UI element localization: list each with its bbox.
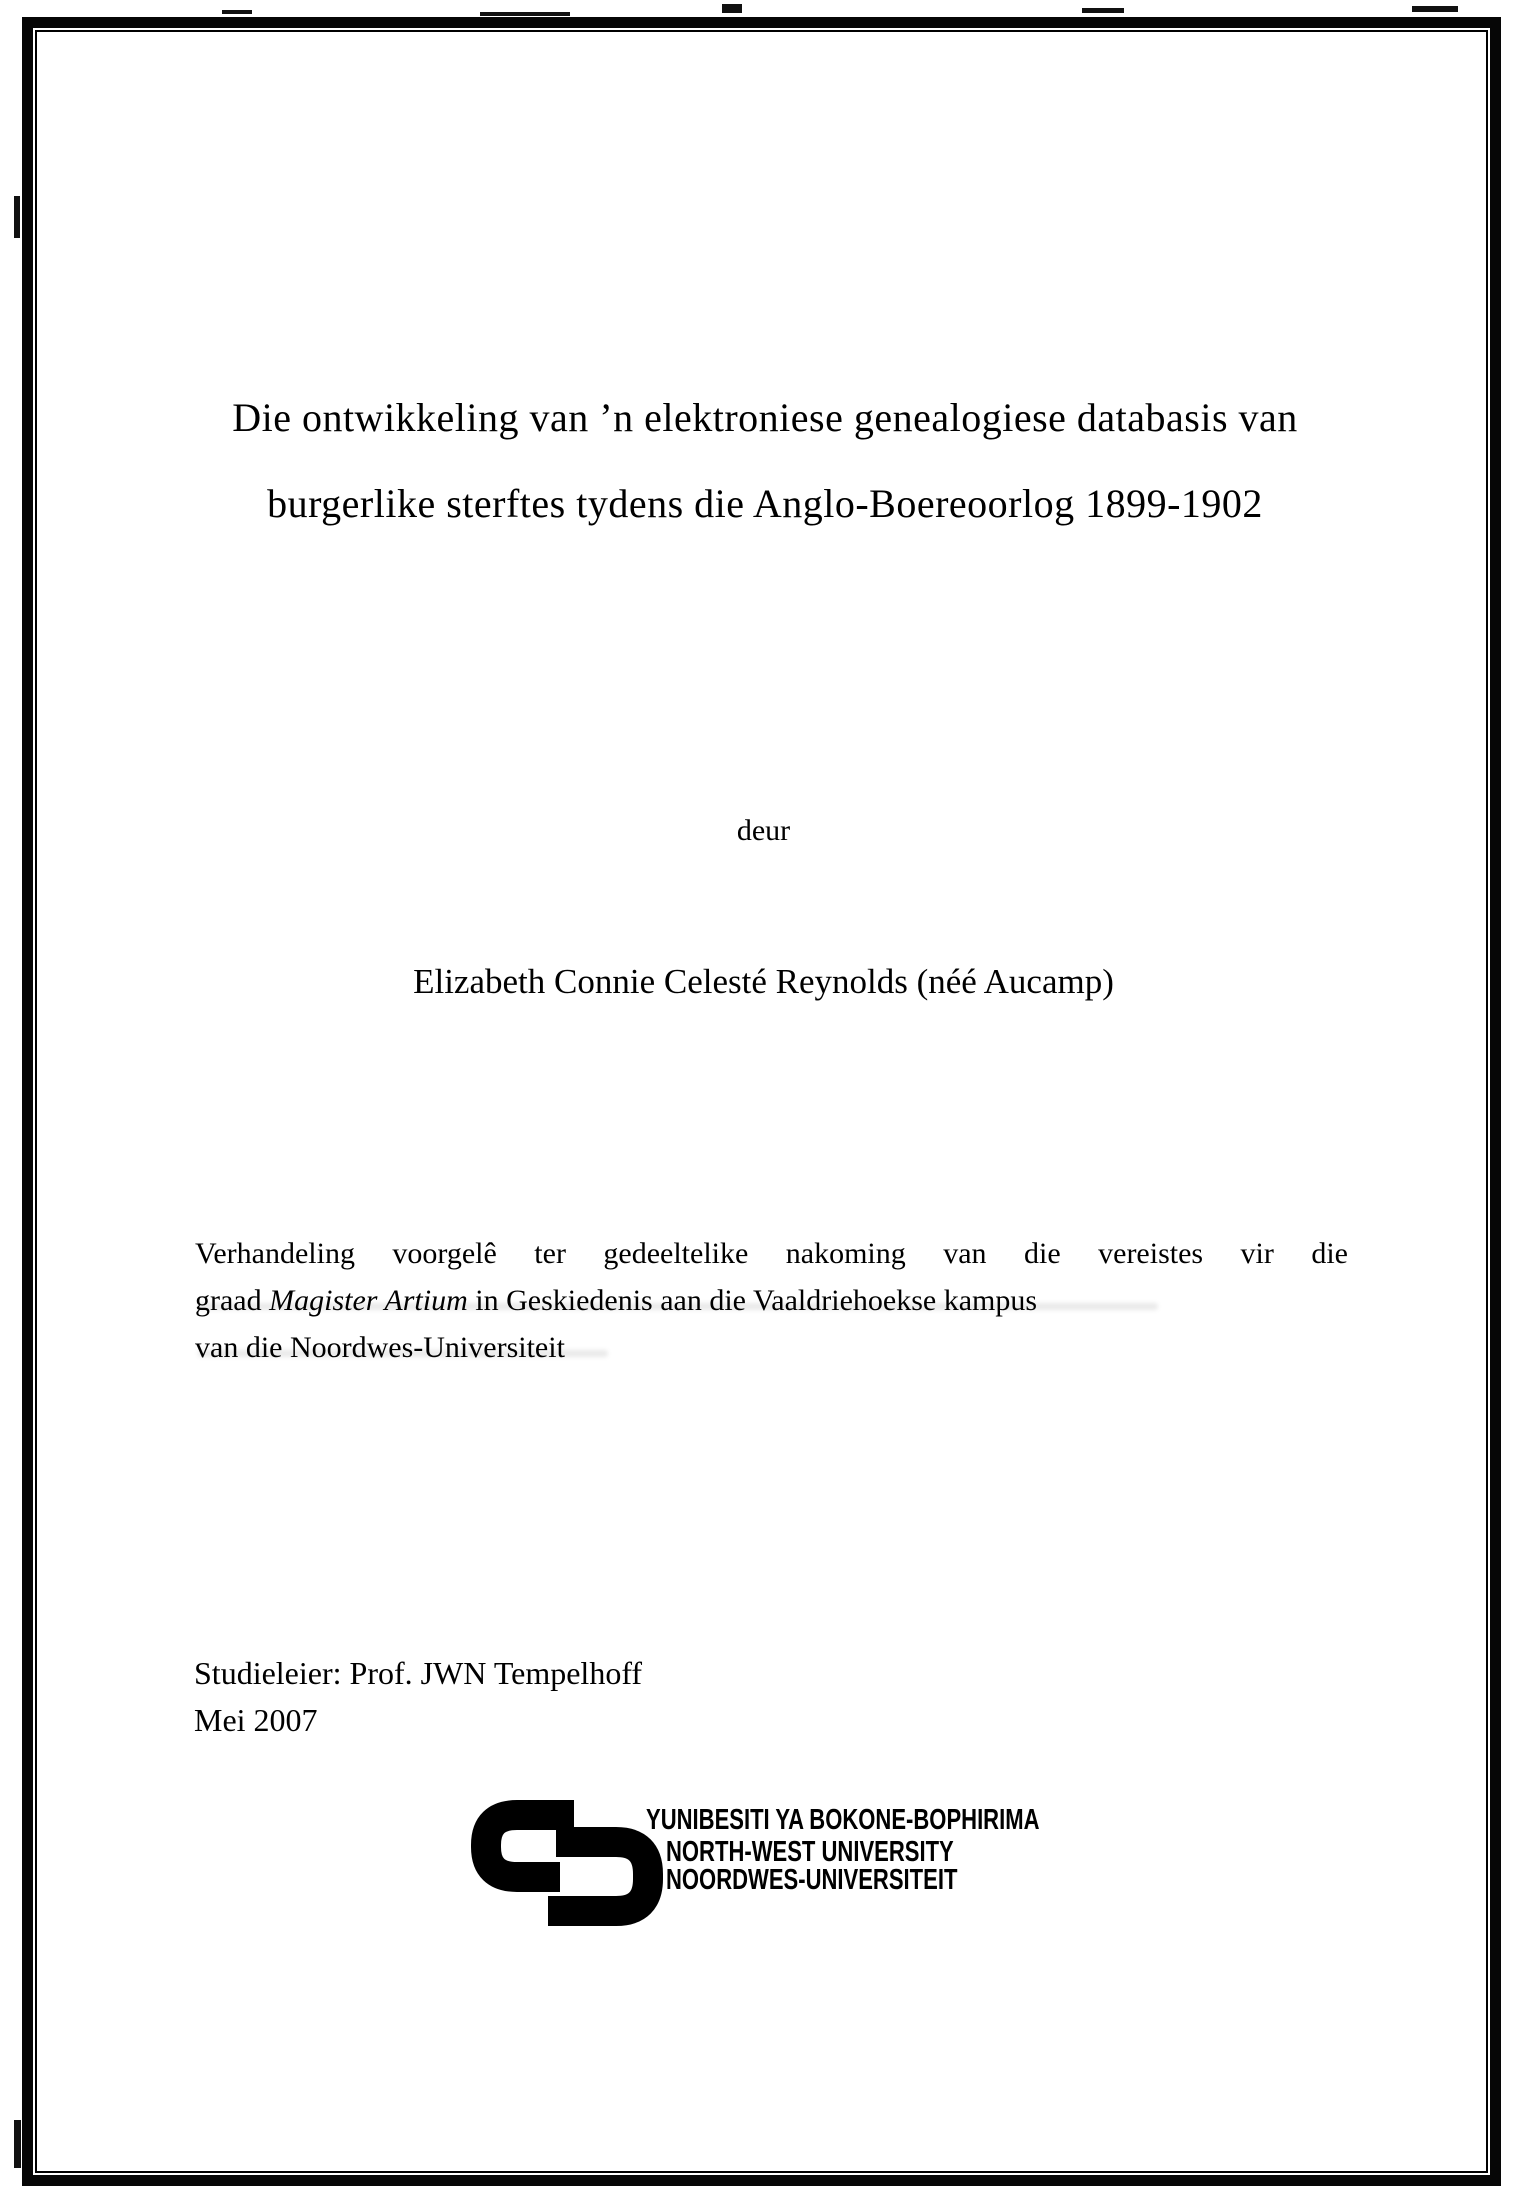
nwu-interlocked-links-icon: [470, 1799, 664, 1927]
supervisor-line: Studieleier: Prof. JWN Tempelhoff: [194, 1655, 643, 1691]
statement-text: graad: [195, 1284, 270, 1317]
thesis-title-line-1: Die ontwikkeling van ’n elektroniese genealogiese databasis van: [232, 395, 1298, 440]
scan-noise-speck: [1082, 8, 1124, 13]
thesis-title-line-2: burgerlike sterftes tydens die Anglo-Boereoorlog 1899-1902: [267, 481, 1263, 526]
scan-noise-speck: [14, 2120, 21, 2168]
scan-noise-speck: [14, 196, 20, 238]
logo-text-english: NORTH-WEST UNIVERSITY: [666, 1836, 954, 1868]
supervisor-block: [194, 1650, 642, 1744]
statement-text: in Geskiedenis aan die Vaaldriehoekse kampus: [467, 1284, 1038, 1317]
logo-text-setswana: YUNIBESITI YA BOKONE-BOPHIRIMA: [646, 1804, 1040, 1836]
degree-statement-line-2: [195, 1277, 1348, 1324]
scan-noise-speck: [480, 12, 570, 16]
scan-noise-speck: [222, 10, 252, 14]
scan-noise-speck: [1412, 6, 1458, 12]
degree-statement-line-1: Verhandeling voorgelê ter gedeeltelike nakoming van die vereistes vir die: [195, 1237, 1348, 1270]
date-line: Mei 2007: [194, 1702, 318, 1738]
degree-statement: [195, 1230, 1348, 1371]
author-name: Elizabeth Connie Celesté Reynolds (néé Aucamp): [413, 962, 1114, 1001]
degree-name-italic: Magister Artium: [269, 1284, 468, 1317]
university-logo: [470, 1797, 1110, 1929]
degree-statement-line-3: van die Noordwes-Universiteit: [195, 1331, 565, 1364]
scan-noise-speck: [722, 4, 742, 13]
logo-text-afrikaans: NOORDWES-UNIVERSITEIT: [666, 1864, 958, 1896]
byline-deur: deur: [736, 814, 791, 847]
